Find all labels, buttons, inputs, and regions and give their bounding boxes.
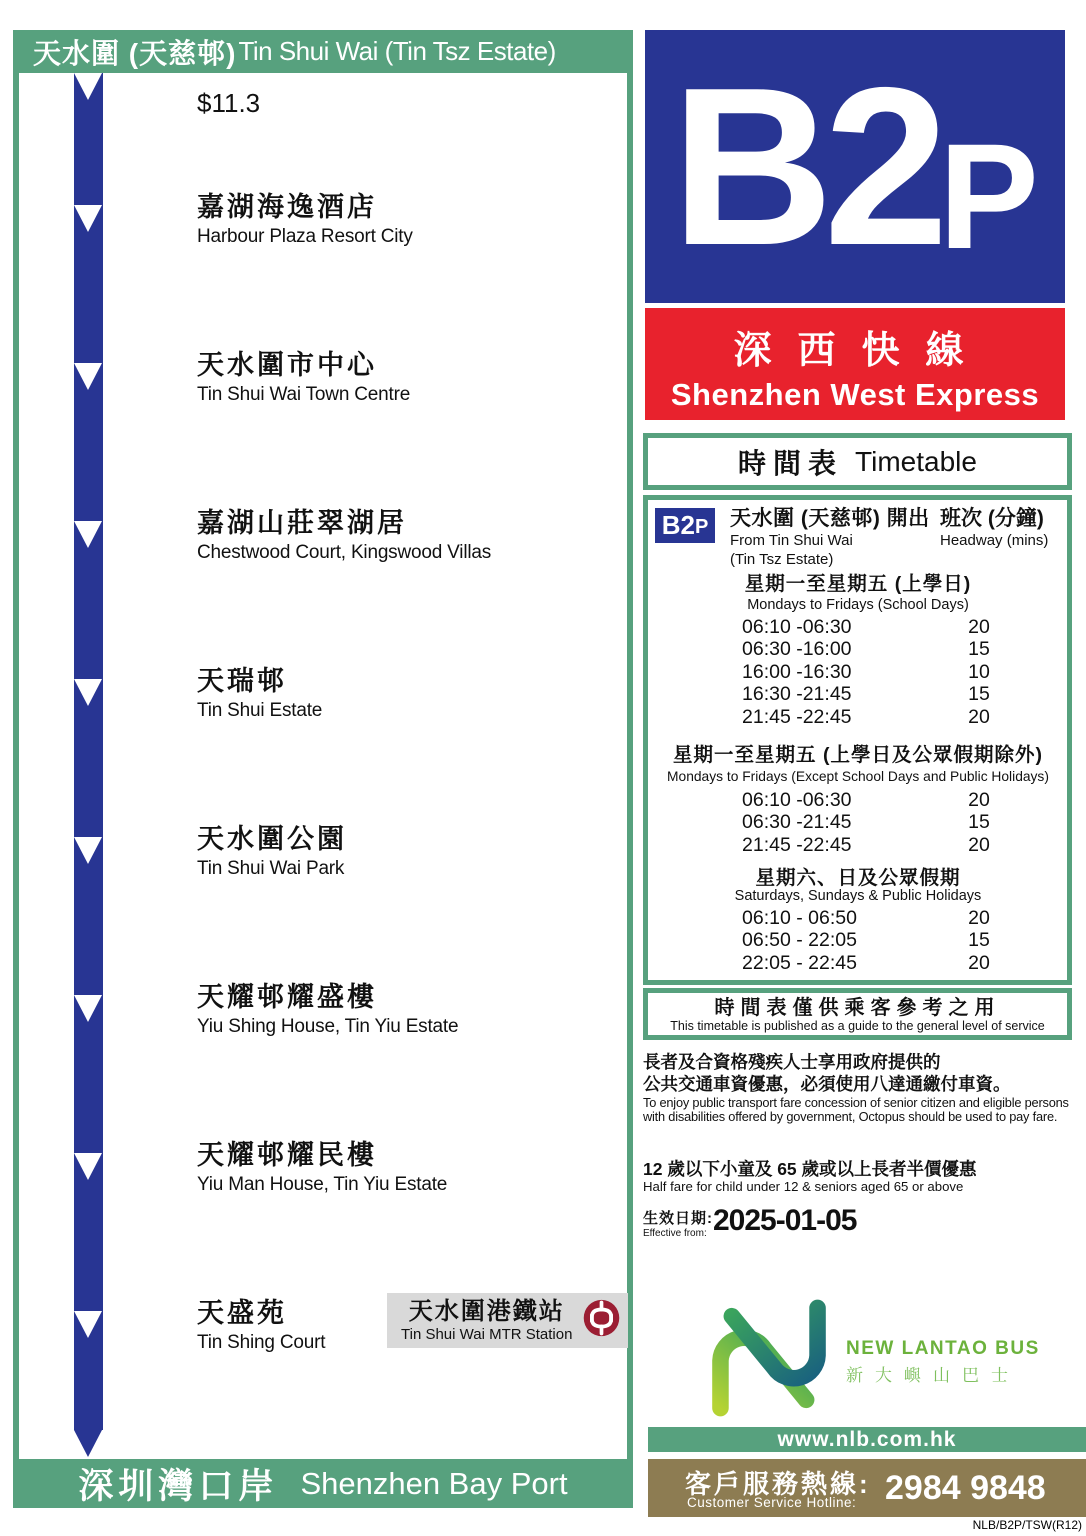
- stop-name-cn: 嘉湖山莊翠湖居: [197, 508, 407, 538]
- half-fare-notice-cn: 12 歲以下小童及 65 歲或以上長者半價優惠: [643, 1159, 977, 1179]
- timetable-row: [742, 953, 1042, 974]
- from-label-en2: (Tin Tsz Estate): [730, 551, 834, 568]
- route-direction-arrow-icon: [74, 837, 102, 864]
- timetable-from-label: [730, 508, 930, 567]
- route-number-main: B2: [671, 40, 939, 292]
- row-headway: 15: [968, 929, 990, 951]
- company-name-cn: 新大嶼山巴士: [846, 1366, 1020, 1385]
- stop-name-en: Tin Shui Wai Park: [197, 858, 345, 879]
- route-direction-arrow-icon: [74, 1153, 102, 1180]
- row-time: 21:45 -22:45: [742, 706, 852, 728]
- timetable-disclaimer-box: [643, 988, 1072, 1040]
- disclaimer-cn: 時間表僅供乘客參考之用: [714, 997, 1001, 1019]
- route-direction-arrow-icon: [74, 205, 102, 232]
- hotline-label-cn: 客戶服務熱線:: [685, 1469, 871, 1499]
- destination-footer-bar: [13, 1459, 633, 1508]
- mtr-interchange-box: [387, 1293, 628, 1348]
- stop-name-cn: 天盛苑: [197, 1298, 287, 1328]
- stop-name-cn: 天瑞邨: [197, 666, 287, 696]
- row-time: 06:50 - 22:05: [742, 929, 857, 951]
- stop-name-cn: 天水圍市中心: [197, 350, 377, 380]
- timetable-title-en: Timetable: [855, 445, 977, 477]
- section-header-en: Mondays to Fridays (School Days): [747, 597, 969, 613]
- timetable-title-cn: 時間表: [738, 447, 844, 479]
- express-name-en: Shenzhen West Express: [670, 377, 1040, 412]
- company-name-en: NEW LANTAO BUS: [846, 1338, 1040, 1359]
- disclaimer-en: This timetable is published as a guide to the general level of service: [670, 1019, 1045, 1033]
- route-direction-arrow-icon: [74, 679, 102, 706]
- section-header-cn: 星期一至星期五 (上學日及公眾假期除外): [673, 744, 1043, 766]
- row-headway: 20: [968, 834, 990, 856]
- section-header-cn: 星期一至星期五 (上學日): [744, 573, 972, 595]
- destination-name-en: Shenzhen Bay Port: [300, 1465, 568, 1501]
- stop-name-cn: 天耀邨耀盛樓: [197, 982, 377, 1012]
- row-headway: 20: [968, 907, 990, 929]
- octopus-notice-en: To enjoy public transport fare concession of senior citizen and eligible persons with disabilities offered by government, Octopus should be used to pay fare.: [643, 1095, 1069, 1124]
- route-number-suffix: P: [938, 111, 1039, 280]
- timetable-headway-label: [940, 508, 1048, 548]
- timetable-row: [742, 662, 1042, 683]
- badge-route-suffix: P: [694, 515, 709, 538]
- badge-route-main: B2: [661, 510, 695, 540]
- express-name-box: [645, 308, 1065, 420]
- stop-name-en: Yiu Shing House, Tin Yiu Estate: [197, 1016, 459, 1037]
- row-headway: 10: [968, 661, 990, 683]
- stop-name-en: Yiu Man House, Tin Yiu Estate: [197, 1174, 448, 1195]
- half-fare-notice-en: Half fare for child under 12 & seniors aged 65 or above: [643, 1179, 964, 1194]
- panel-border-right: [627, 73, 633, 1459]
- destination-name-cn: 深圳灣口岸: [78, 1466, 279, 1506]
- hotline-label-en: Customer Service Hotline:: [687, 1495, 857, 1510]
- effective-date-label: [643, 1211, 713, 1239]
- timetable-row: [742, 790, 1042, 811]
- timetable-row: [742, 908, 1042, 929]
- route-line: [74, 73, 103, 1430]
- stop-tin-shing-court: [197, 1298, 325, 1354]
- stop-town-centre: [197, 350, 410, 406]
- timetable-row: [742, 835, 1042, 856]
- row-time: 06:10 -06:30: [742, 789, 852, 811]
- headway-label-cn: 班次 (分鐘): [940, 507, 1044, 530]
- mtr-logo-icon: [583, 1299, 620, 1342]
- stop-name-en: Tin Shing Court: [197, 1332, 326, 1353]
- route-direction-arrow-icon: [74, 73, 102, 100]
- row-time: 22:05 - 22:45: [742, 952, 857, 974]
- express-name-cn: 深西快線: [733, 330, 990, 372]
- stop-yiu-shing-house: [197, 982, 458, 1038]
- route-direction-arrow-icon: [74, 995, 102, 1022]
- nlb-logo-icon: [706, 1298, 832, 1423]
- route-line-arrow-tip: [74, 1430, 102, 1457]
- stop-tin-shui-wai-park: [197, 824, 347, 880]
- row-headway: 20: [968, 952, 990, 974]
- row-headway: 20: [968, 616, 990, 638]
- mtr-station-en: Tin Shui Wai MTR Station: [401, 1325, 573, 1343]
- stop-name-en: Harbour Plaza Resort City: [197, 226, 413, 247]
- fare-amount: $11.3: [197, 88, 261, 118]
- timetable-row: [742, 684, 1042, 705]
- row-time: 06:30 -21:45: [742, 811, 852, 833]
- row-time: 06:10 - 06:50: [742, 907, 857, 929]
- section-header-cn: 星期六、日及公眾假期: [755, 867, 961, 889]
- website-url: www.nlb.com.hk: [777, 1427, 957, 1451]
- section-header-en: Mondays to Fridays (Except School Days and Public Holidays): [667, 769, 1049, 784]
- timetable-row: [742, 812, 1042, 833]
- mtr-station-cn: 天水圍港鐵站: [408, 1297, 565, 1325]
- section-header-en: Saturdays, Sundays & Public Holidays: [734, 888, 982, 904]
- octopus-notice-cn: [643, 1052, 1011, 1095]
- stop-name-en: Tin Shui Wai Town Centre: [197, 384, 411, 405]
- octopus-notice-cn-line1: 長者及合資格殘疾人士享用政府提供的: [643, 1052, 941, 1072]
- row-headway: 15: [968, 683, 990, 705]
- headway-label-en: Headway (mins): [940, 532, 1049, 549]
- timetable-row: [742, 617, 1042, 638]
- timetable-route-badge: [655, 508, 715, 543]
- origin-name-cn: 天水圍 (天慈邨): [33, 37, 237, 69]
- panel-border-left: [13, 73, 19, 1459]
- origin-name-en: Tin Shui Wai (Tin Tsz Estate): [238, 36, 556, 66]
- row-headway: 15: [968, 811, 990, 833]
- stop-name-cn: 天水圍公園: [197, 824, 347, 854]
- row-time: 16:30 -21:45: [742, 683, 852, 705]
- row-time: 21:45 -22:45: [742, 834, 852, 856]
- stop-chestwood-court: [197, 508, 491, 564]
- row-headway: 20: [968, 789, 990, 811]
- stop-name-cn: 嘉湖海逸酒店: [197, 192, 377, 222]
- from-label-cn: 天水圍 (天慈邨) 開出: [730, 507, 930, 530]
- row-headway: 20: [968, 706, 990, 728]
- timetable-title-box: [643, 433, 1072, 490]
- route-direction-arrow-icon: [74, 521, 102, 548]
- row-time: 16:00 -16:30: [742, 661, 852, 683]
- hotline-bar: [648, 1459, 1086, 1517]
- stop-name-cn: 天耀邨耀民樓: [197, 1140, 377, 1170]
- origin-header-bar: [13, 30, 633, 73]
- effective-date-value: 2025-01-05: [713, 1204, 857, 1237]
- document-reference: NLB/B2P/TSW(R12): [972, 1518, 1082, 1532]
- website-bar: [648, 1427, 1086, 1452]
- route-direction-arrow-icon: [74, 363, 102, 390]
- stop-yiu-man-house: [197, 1140, 447, 1196]
- effective-label-cn: 生效日期:: [643, 1210, 713, 1227]
- row-time: 06:10 -06:30: [742, 616, 852, 638]
- octopus-notice-cn-line2: 公共交通車資優惠，必須使用八達通繳付車資。: [643, 1073, 1011, 1094]
- stop-name-en: Tin Shui Estate: [197, 700, 323, 721]
- timetable-row: [742, 639, 1042, 660]
- stop-name-en: Chestwood Court, Kingswood Villas: [197, 542, 492, 563]
- route-number-box: [645, 30, 1065, 303]
- stop-tin-shui-estate: [197, 666, 322, 722]
- row-time: 06:30 -16:00: [742, 638, 852, 660]
- row-headway: 15: [968, 638, 990, 660]
- timetable-row: [742, 707, 1042, 728]
- timetable-row: [742, 930, 1042, 951]
- stop-harbour-plaza: [197, 192, 413, 248]
- from-label-en1: From Tin Shui Wai: [730, 532, 853, 549]
- route-direction-arrow-icon: [74, 1311, 102, 1338]
- hotline-number: 2984 9848: [885, 1469, 1046, 1507]
- effective-label-en: Effective from:: [643, 1228, 707, 1239]
